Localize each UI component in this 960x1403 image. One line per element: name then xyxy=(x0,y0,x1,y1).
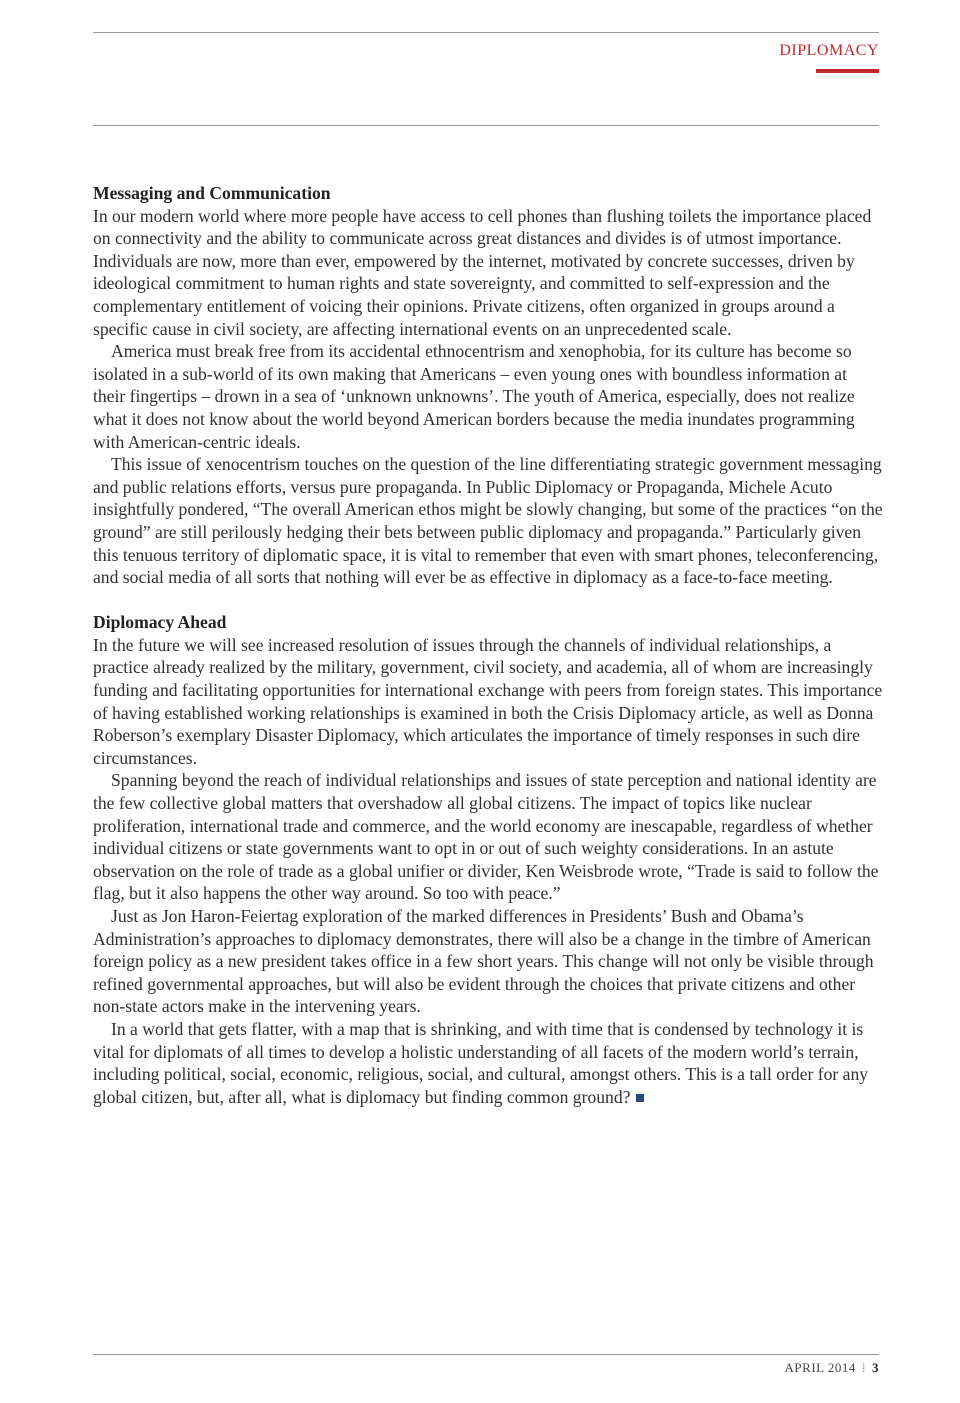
paragraph: In the future we will see increased resolution of issues through the channels of individual relationships, a practice already realized by the military, government, civil society, and academia, all of whom are increasingly funding and facilitating opportunities for international exchange with peers from foreign states. This importance of having established working relationships is examined in both the Crisis Diplomacy article, as well as Donna Roberson’s exemplary Disaster Diplomacy, which articulates the importance of timely responses in such dire circumstances. xyxy=(93,634,883,768)
section-accent-bar xyxy=(816,69,879,73)
page-footer xyxy=(785,1360,879,1376)
paragraph-final xyxy=(93,1018,883,1108)
paragraph: America must break free from its accidental ethnocentrism and xenophobia, for its culture has become so isolated in a sub-world of its own making that Americans – even young ones with boundless information at their fingertips – drown in a sea of ‘unknown unknowns’. The youth of America, especially, does not realize what it does not know about the world beyond American borders because the media inundates programming with American-centric ideals. xyxy=(93,341,855,452)
issue-date: APRIL 2014 xyxy=(784,1360,856,1375)
section-heading-messaging: Messaging and Communication xyxy=(93,183,331,203)
paragraph: In our modern world where more people have access to cell phones than flushing toilets the importance placed on connectivity and the ability to communicate across great distances and divides is of utmost importance. Individuals are now, more than ever, empowered by the internet, motivated by concrete successes, driven by ideological commitment to human rights and state sovereignty, and committed to self-expression and the complementary entitlement of voicing their opinions. Private citizens, often organized in groups around a specific cause in civil society, are affecting international events on an unprecedented scale. xyxy=(93,205,872,339)
paragraph: Spanning beyond the reach of individual relationships and issues of state perception and national identity are the few collective global matters that overshadow all global citizens. The impact of topics like nuclear proliferation, international trade and commerce, and the world economy are inescapable, regardless of whether individual citizens or state governments want to opt in or out of such weighty considerations. In an astute observation on the role of trade as a global unifier or divider, Ken Weisbrode wrote, “Trade is said to follow the flag, but it also happens the other way around. So too with peace.” xyxy=(93,770,879,904)
paragraph-text: In a world that gets flatter, with a map that is shrinking, and with time that is condensed by technology it is vital for diplomats of all times to develop a holistic understanding of all facets of the modern world’s terrain, including political, social, economic, religious, social, and cultural, amongst others. This is a tall order for any global citizen, but, after all, what is diplomacy but finding common ground? xyxy=(93,1018,869,1107)
footer-rule xyxy=(93,1354,879,1355)
paragraph: Just as Jon Haron-Feiertag exploration of the marked differences in Presidents’ Bush and Obama’s Administration’s approaches to diplomacy demonstrates, there will also be a change in the timbre of American foreign policy as a new president takes office in a few short years. This change will not only be visible through refined governmental approaches, but will also be evident through the choices that private citizens and other non-state actors make in the intervening years. xyxy=(93,906,874,1017)
header-rule xyxy=(93,125,879,126)
top-rule xyxy=(93,32,879,33)
page-number: 3 xyxy=(872,1360,879,1375)
section-label: DIPLOMACY xyxy=(779,42,879,59)
footer-separator: ⁞ xyxy=(861,1360,866,1375)
section-heading-diplomacy-ahead: Diplomacy Ahead xyxy=(93,612,227,633)
end-of-article-icon xyxy=(636,1094,644,1102)
article-body xyxy=(93,182,883,1108)
paragraph: This issue of xenocentrism touches on the question of the line differentiating strategic government messaging and public relations efforts, versus pure propaganda. In Public Diplomacy or Propaganda, Michele Acuto insightfully pondered, “The overall American ethos might be slowly changing, but some of the practices “on the ground” are still perilously hedging their bets between public diplomacy and propaganda.” Particularly given this tenuous territory of diplomatic space, it is vital to remember that even with smart phones, teleconferencing, and social media of all sorts that nothing will ever be as effective in diplomacy as a face-to-face meeting. xyxy=(93,454,883,588)
section-spacer xyxy=(93,589,883,612)
